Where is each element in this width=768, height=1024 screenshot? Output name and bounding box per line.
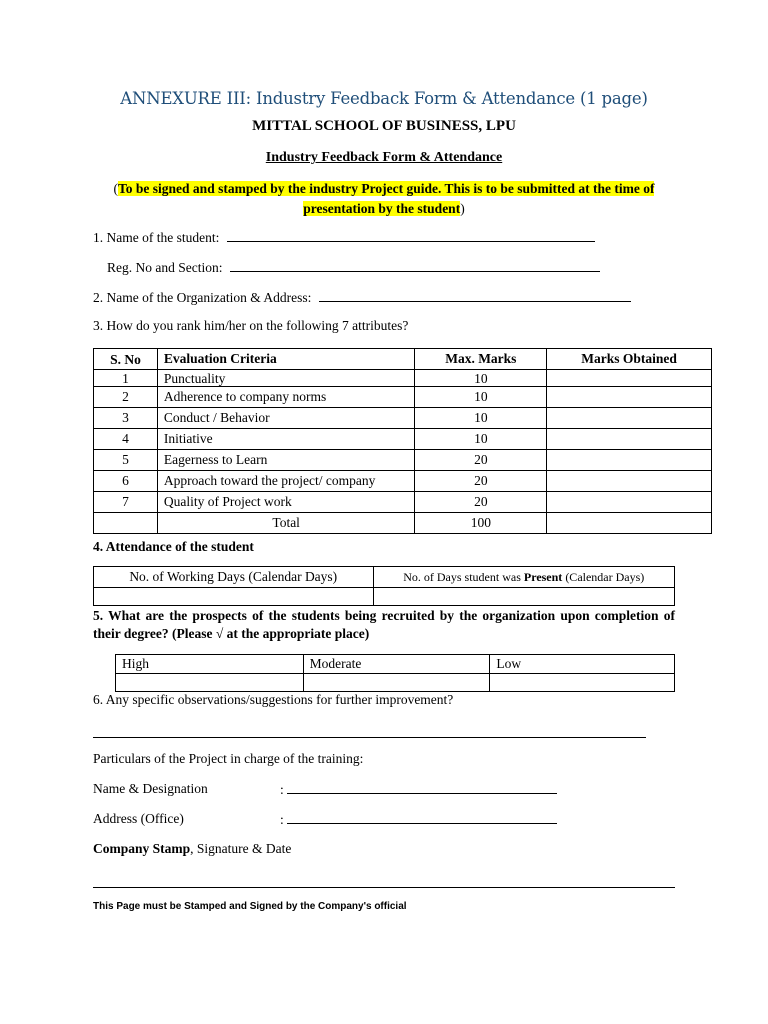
attendance-table [93, 566, 675, 606]
student-name-input-line[interactable] [227, 229, 595, 242]
option-low: Low [490, 655, 675, 674]
present-days-pre: No. of Days student was [403, 570, 524, 584]
header-marks-obtained: Marks Obtained [547, 349, 712, 370]
working-days-input[interactable] [94, 588, 374, 606]
header-criteria: Evaluation Criteria [157, 349, 415, 370]
row-criteria: Quality of Project work [157, 492, 415, 513]
reg-no-input-line[interactable] [230, 259, 600, 272]
evaluation-row [94, 471, 712, 492]
row-max-marks: 20 [415, 471, 547, 492]
student-name-label: 1. Name of the student: [93, 230, 220, 245]
attendance-input-row [94, 588, 675, 606]
working-days-header: No. of Working Days (Calendar Days) [94, 567, 374, 588]
evaluation-row [94, 387, 712, 408]
total-sno-cell [94, 513, 158, 534]
present-days-header [373, 567, 674, 588]
row-max-marks: 10 [415, 370, 547, 387]
evaluation-row [94, 408, 712, 429]
row-max-marks: 10 [415, 387, 547, 408]
row-criteria: Eagerness to Learn [157, 450, 415, 471]
form-title: Industry Feedback Form & Attendance [265, 150, 503, 165]
instruction-text [92, 179, 676, 219]
annexure-title: ANNEXURE III: Industry Feedback Form & Attendance (1 page) [120, 89, 648, 108]
signature-line[interactable] [93, 887, 675, 888]
row-marks-obtained[interactable] [547, 408, 712, 429]
address-field [280, 811, 557, 828]
student-name-field [93, 229, 595, 246]
present-days-post: (Calendar Days) [562, 570, 645, 584]
evaluation-header-row [94, 349, 712, 370]
attendance-heading: 4. Attendance of the student [93, 539, 254, 554]
designation-label: Name & Designation [93, 781, 208, 796]
row-criteria: Adherence to company norms [157, 387, 415, 408]
row-marks-obtained[interactable] [547, 429, 712, 450]
present-days-bold: Present [523, 570, 563, 584]
close-paren: ) [460, 201, 465, 216]
total-row [94, 513, 712, 534]
designation-colon: : [280, 782, 284, 797]
present-days-input[interactable] [373, 588, 674, 606]
company-stamp-label: Company Stamp [93, 841, 191, 856]
row-marks-obtained[interactable] [547, 370, 712, 387]
row-sno: 6 [94, 471, 158, 492]
row-sno: 7 [94, 492, 158, 513]
organization-field [93, 289, 631, 306]
signature-date-label: , Signature & Date [190, 841, 292, 856]
footer-note: This Page must be Stamped and Signed by the Company's official [93, 901, 407, 912]
instruction-highlight: To be signed and stamped by the industry Project guide. This is to be submitted at the time of presentation by the student [118, 181, 655, 216]
header-sno: S. No [94, 349, 158, 370]
row-marks-obtained[interactable] [547, 450, 712, 471]
row-criteria: Punctuality [157, 370, 415, 387]
row-sno: 1 [94, 370, 158, 387]
row-criteria: Conduct / Behavior [157, 408, 415, 429]
row-max-marks: 20 [415, 492, 547, 513]
row-max-marks: 10 [415, 408, 547, 429]
evaluation-row [94, 370, 712, 387]
address-input-line[interactable] [287, 811, 557, 824]
address-colon: : [280, 812, 284, 827]
particulars-heading: Particulars of the Project in charge of the training: [93, 751, 364, 766]
row-marks-obtained[interactable] [547, 492, 712, 513]
evaluation-row [94, 450, 712, 471]
reg-no-field [107, 259, 600, 276]
row-max-marks: 10 [415, 429, 547, 450]
option-moderate: Moderate [303, 655, 490, 674]
organization-label: 2. Name of the Organization & Address: [93, 290, 312, 305]
check-high[interactable] [116, 674, 304, 692]
row-marks-obtained[interactable] [547, 387, 712, 408]
reg-no-label: Reg. No and Section: [107, 260, 223, 275]
designation-input-line[interactable] [287, 781, 557, 794]
row-marks-obtained[interactable] [547, 471, 712, 492]
observations-question: 6. Any specific observations/suggestions for further improvement? [93, 692, 454, 707]
total-obtained-cell[interactable] [547, 513, 712, 534]
total-label: Total [157, 513, 415, 534]
header-max-marks: Max. Marks [415, 349, 547, 370]
check-moderate[interactable] [303, 674, 490, 692]
address-label: Address (Office) [93, 811, 184, 826]
attendance-header-row [94, 567, 675, 588]
row-criteria: Approach toward the project/ company [157, 471, 415, 492]
observations-input-line[interactable] [93, 737, 646, 738]
total-value: 100 [415, 513, 547, 534]
row-sno: 2 [94, 387, 158, 408]
prospects-table [115, 654, 675, 692]
rank-question: 3. How do you rank him/her on the following 7 attributes? [93, 318, 409, 333]
school-name: MITTAL SCHOOL OF BUSINESS, LPU [252, 118, 516, 134]
evaluation-row [94, 429, 712, 450]
row-sno: 4 [94, 429, 158, 450]
prospects-question: 5. What are the prospects of the students being recruited by the organization upon completion of their degree? (Please √ at the appropriate place) [93, 608, 675, 641]
prospects-check-row [116, 674, 675, 692]
open-paren: ( [113, 181, 119, 196]
designation-field [280, 781, 557, 798]
row-sno: 3 [94, 408, 158, 429]
prospects-options-row [116, 655, 675, 674]
row-sno: 5 [94, 450, 158, 471]
evaluation-table [93, 348, 712, 534]
company-stamp-line [93, 841, 291, 857]
row-max-marks: 20 [415, 450, 547, 471]
row-criteria: Initiative [157, 429, 415, 450]
evaluation-row [94, 492, 712, 513]
organization-input-line[interactable] [319, 289, 631, 302]
check-low[interactable] [490, 674, 675, 692]
option-high: High [116, 655, 304, 674]
